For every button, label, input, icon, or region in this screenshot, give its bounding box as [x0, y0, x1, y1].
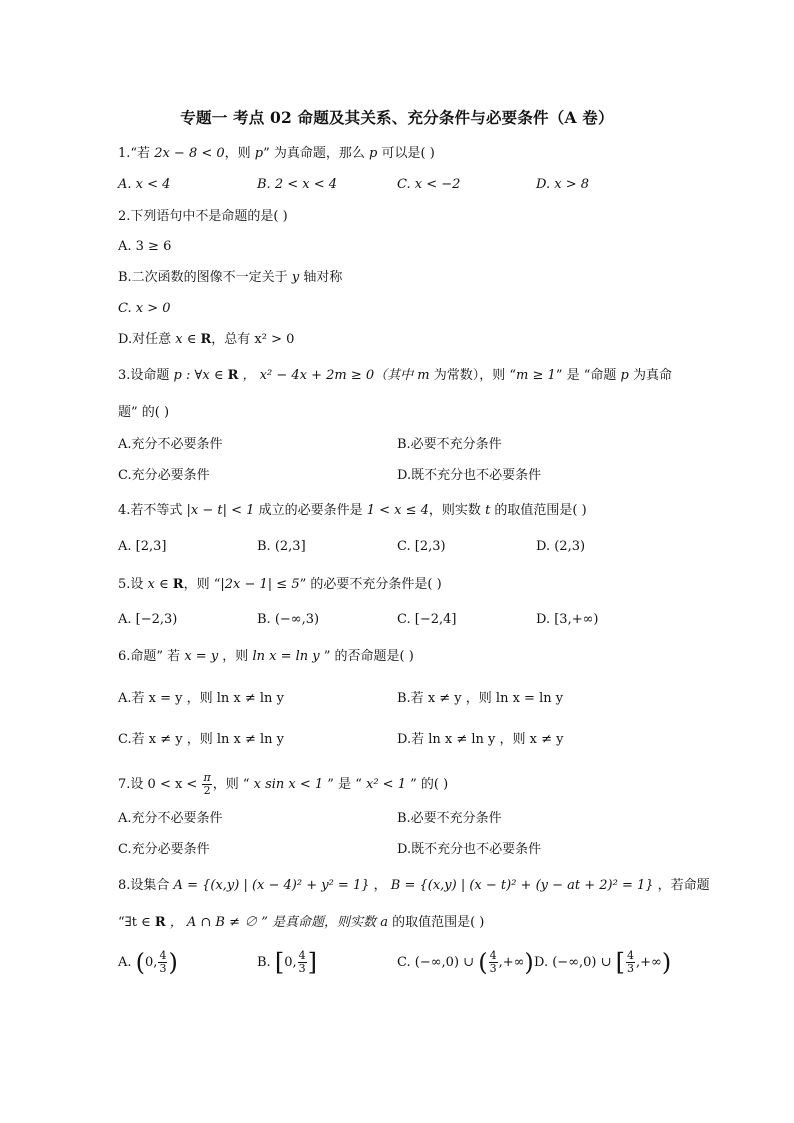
- q3-text: 3.设命题: [118, 368, 174, 383]
- q7-text: ” 的( ): [405, 777, 449, 792]
- q6-condition: x = y: [184, 649, 219, 664]
- q8-real-set: R: [154, 915, 166, 930]
- q8-option-d-bracket-right: ): [661, 948, 672, 977]
- q7-option-a[interactable]: A.充分不必要条件: [118, 811, 223, 826]
- q5-text: ” 的必要不充分条件是( ): [299, 577, 442, 592]
- q8-option-d[interactable]: [534, 950, 671, 975]
- q5-text: 5.设: [118, 577, 148, 592]
- q3-var-p: p: [620, 368, 629, 383]
- q8-text: 的取值范围是( ): [387, 915, 485, 930]
- q6-text: ” 的否命题是( ): [319, 649, 414, 664]
- question-1-stem: [118, 145, 435, 163]
- q1-text: ” 为真命题，那么: [263, 146, 370, 161]
- q7-option-c[interactable]: C.充分必要条件: [118, 842, 210, 857]
- q3-option-a[interactable]: A.充分不必要条件: [118, 437, 223, 452]
- q3-inequality: ， x² − 4x + 2m ≥ 0（其中: [238, 368, 418, 383]
- q7-condition-2: x² < 1: [366, 777, 406, 792]
- q8-text: ，: [369, 878, 391, 893]
- q4-option-a[interactable]: A. [2,3]: [118, 539, 167, 554]
- q3-option-b[interactable]: B.必要不充分条件: [397, 437, 502, 452]
- q1-var-p: p: [254, 146, 264, 161]
- q3-var-m: m: [417, 368, 430, 383]
- q3-option-c[interactable]: C.充分必要条件: [118, 468, 210, 483]
- q3-forall: : ∀x ∈: [181, 368, 228, 383]
- q5-real-set: R: [172, 577, 184, 592]
- q5-option-d[interactable]: D. [3,+∞): [536, 612, 599, 627]
- q5-text: ，则 “: [183, 577, 221, 592]
- q2-var-x: x ∈: [175, 332, 201, 347]
- q3-text: 为常数），则 “: [429, 368, 517, 383]
- q7-fraction: [202, 772, 211, 797]
- q8-option-d-fraction: [626, 950, 635, 975]
- q8-option-b-label: B.: [257, 955, 275, 970]
- q4-text: 4.若不等式: [118, 503, 187, 518]
- question-3-stem-line1: [118, 367, 672, 385]
- q5-option-b[interactable]: B. (−∞,3): [257, 612, 320, 627]
- q1-var-p: p: [369, 146, 378, 161]
- q8-option-c-numerator: 4: [489, 949, 497, 962]
- q8-var-a: a: [380, 915, 388, 930]
- q4-text: 的取值范围是( ): [490, 503, 587, 518]
- q7-text: 7.设 0 < x <: [118, 777, 202, 792]
- q1-option-c[interactable]: C. x < −2: [397, 177, 461, 192]
- q7-fraction-numerator: π: [203, 771, 211, 784]
- q3-option-d[interactable]: D.既不充分也不必要条件: [397, 468, 542, 483]
- q4-text: 成立的必要条件是: [254, 503, 367, 518]
- q8-option-d-denominator: 3: [627, 962, 635, 975]
- q2-option-d[interactable]: [118, 331, 294, 349]
- q3-condition: m ≥ 1: [516, 368, 556, 383]
- q7-condition-1: x sin x < 1: [253, 777, 324, 792]
- q8-option-c-fraction: [489, 950, 498, 975]
- q7-text: ” 是 “: [323, 777, 366, 792]
- q1-text: ，则: [224, 146, 255, 161]
- question-6-stem: [118, 648, 414, 666]
- question-8-stem-line2: [118, 914, 484, 932]
- q8-option-c-bracket-left: (: [478, 948, 488, 977]
- question-8-stem-line1: [118, 877, 710, 895]
- q8-text: 8.设集合: [118, 878, 174, 893]
- q6-option-d[interactable]: D.若 ln x ≠ ln y ，则 x ≠ y: [397, 732, 564, 747]
- q8-option-d-upper: ,+∞: [636, 955, 662, 970]
- q8-set-a: A = {(x,y) | (x − 4)² + y² = 1}: [173, 878, 370, 893]
- q8-text: ，若命题: [653, 878, 710, 893]
- q5-option-a[interactable]: A. [−2,3): [118, 612, 178, 627]
- q2-option-d-text: D.对任意: [118, 332, 176, 347]
- page-title: 专题一 考点 02 命题及其关系、充分条件与必要条件（A 卷）: [180, 108, 614, 127]
- q3-var-p: p: [173, 368, 182, 383]
- q4-var-t: t: [485, 503, 491, 518]
- q8-option-a[interactable]: [118, 950, 178, 975]
- q5-var-x: x ∈: [147, 577, 173, 592]
- q8-option-d-label: D. (−∞,0) ∪: [534, 955, 616, 970]
- q2-real-set: R: [200, 332, 212, 347]
- q6-option-b[interactable]: B.若 x ≠ y ，则 ln x = ln y: [397, 691, 564, 706]
- q3-text: 为真命: [628, 368, 672, 383]
- q8-option-d-bracket-left: [: [615, 948, 626, 977]
- q1-option-a[interactable]: A. x < 4: [118, 177, 171, 192]
- q4-condition: 1 < x ≤ 4: [366, 503, 429, 518]
- q8-option-c-upper: ,+∞: [498, 955, 525, 970]
- q8-option-b-bracket-left: [: [274, 948, 285, 977]
- q8-option-b-fraction: [298, 950, 307, 975]
- q8-option-b-denominator: 3: [298, 962, 306, 975]
- q4-option-d[interactable]: D. (2,3): [536, 539, 586, 554]
- q6-text: 6.命题” 若: [118, 649, 185, 664]
- question-7-stem: [118, 772, 448, 797]
- q6-option-c[interactable]: C.若 x ≠ y ，则 ln x ≠ ln y: [118, 732, 285, 747]
- q1-condition: 2x − 8 < 0: [154, 146, 225, 161]
- q8-option-a-numerator: 4: [159, 949, 167, 962]
- q7-option-b[interactable]: B.必要不充分条件: [397, 811, 502, 826]
- q2-option-d-text: ，总有 x² > 0: [211, 332, 295, 347]
- q8-option-a-bracket-right: ): [168, 948, 178, 977]
- question-4-stem: [118, 502, 587, 520]
- q8-set-b: B = {(x,y) | (x − t)² + (y − at + 2)² = 1}: [390, 878, 654, 893]
- q6-text: ，则: [218, 649, 253, 664]
- q7-option-d[interactable]: D.既不充分也不必要条件: [397, 842, 542, 857]
- q2-option-a[interactable]: A. 3 ≥ 6: [118, 239, 172, 254]
- q8-option-b[interactable]: [257, 950, 317, 975]
- q2-option-b[interactable]: [118, 269, 342, 287]
- q8-option-a-fraction: [158, 950, 167, 975]
- q7-text: ，则 “: [212, 777, 254, 792]
- q8-text: “∃t ∈: [118, 915, 155, 930]
- q4-option-c[interactable]: C. [2,3): [397, 539, 446, 554]
- q8-option-b-numerator: 4: [298, 949, 306, 962]
- q2-option-b-text: 轴对称: [299, 270, 343, 285]
- q8-option-c-label: C. (−∞,0) ∪: [397, 955, 479, 970]
- q4-text: ，则实数: [428, 503, 486, 518]
- question-2-stem: 2.下列语句中不是命题的是( ): [118, 209, 288, 224]
- q8-option-b-bracket-right: ]: [307, 948, 317, 977]
- q6-option-a[interactable]: A.若 x = y ，则 ln x ≠ ln y: [118, 691, 284, 706]
- q2-var-y: y: [291, 270, 300, 285]
- q5-option-c[interactable]: C. [−2,4]: [397, 612, 457, 627]
- q1-option-b[interactable]: B. 2 < x < 4: [257, 177, 338, 192]
- q6-conclusion: ln x = ln y: [252, 649, 320, 664]
- q1-text: 可以是( ): [377, 146, 435, 161]
- q8-option-a-lower: 0,: [145, 955, 158, 970]
- q3-real-set: R: [227, 368, 239, 383]
- q3-text: ” 是 “命题: [555, 368, 621, 383]
- question-5-stem: [118, 576, 442, 594]
- q8-option-d-numerator: 4: [627, 949, 635, 962]
- q5-condition: |2x − 1| ≤ 5: [220, 577, 300, 592]
- q7-fraction-denominator: 2: [203, 784, 211, 797]
- q8-condition: ， A ∩ B ≠ ∅ ” 是真命题，则实数: [165, 915, 381, 930]
- question-3-stem-line2: 题” 的( ): [118, 405, 170, 420]
- q1-text: 1.“若: [118, 146, 155, 161]
- q2-option-b-text: B.二次函数的图像不一定关于: [118, 270, 292, 285]
- q8-option-c-bracket-right: ): [524, 948, 534, 977]
- q8-option-a-denominator: 3: [159, 962, 167, 975]
- q8-option-a-label: A.: [118, 955, 136, 970]
- q2-option-c[interactable]: C. x > 0: [118, 301, 171, 316]
- q8-option-a-bracket-left: (: [135, 948, 146, 977]
- q1-option-d[interactable]: D. x > 8: [536, 177, 589, 192]
- q4-inequality: |x − t| < 1: [186, 503, 255, 518]
- q8-option-c[interactable]: [397, 950, 534, 975]
- q8-option-c-denominator: 3: [489, 962, 497, 975]
- q4-option-b[interactable]: B. (2,3]: [257, 539, 306, 554]
- q8-option-b-lower: 0,: [284, 955, 297, 970]
